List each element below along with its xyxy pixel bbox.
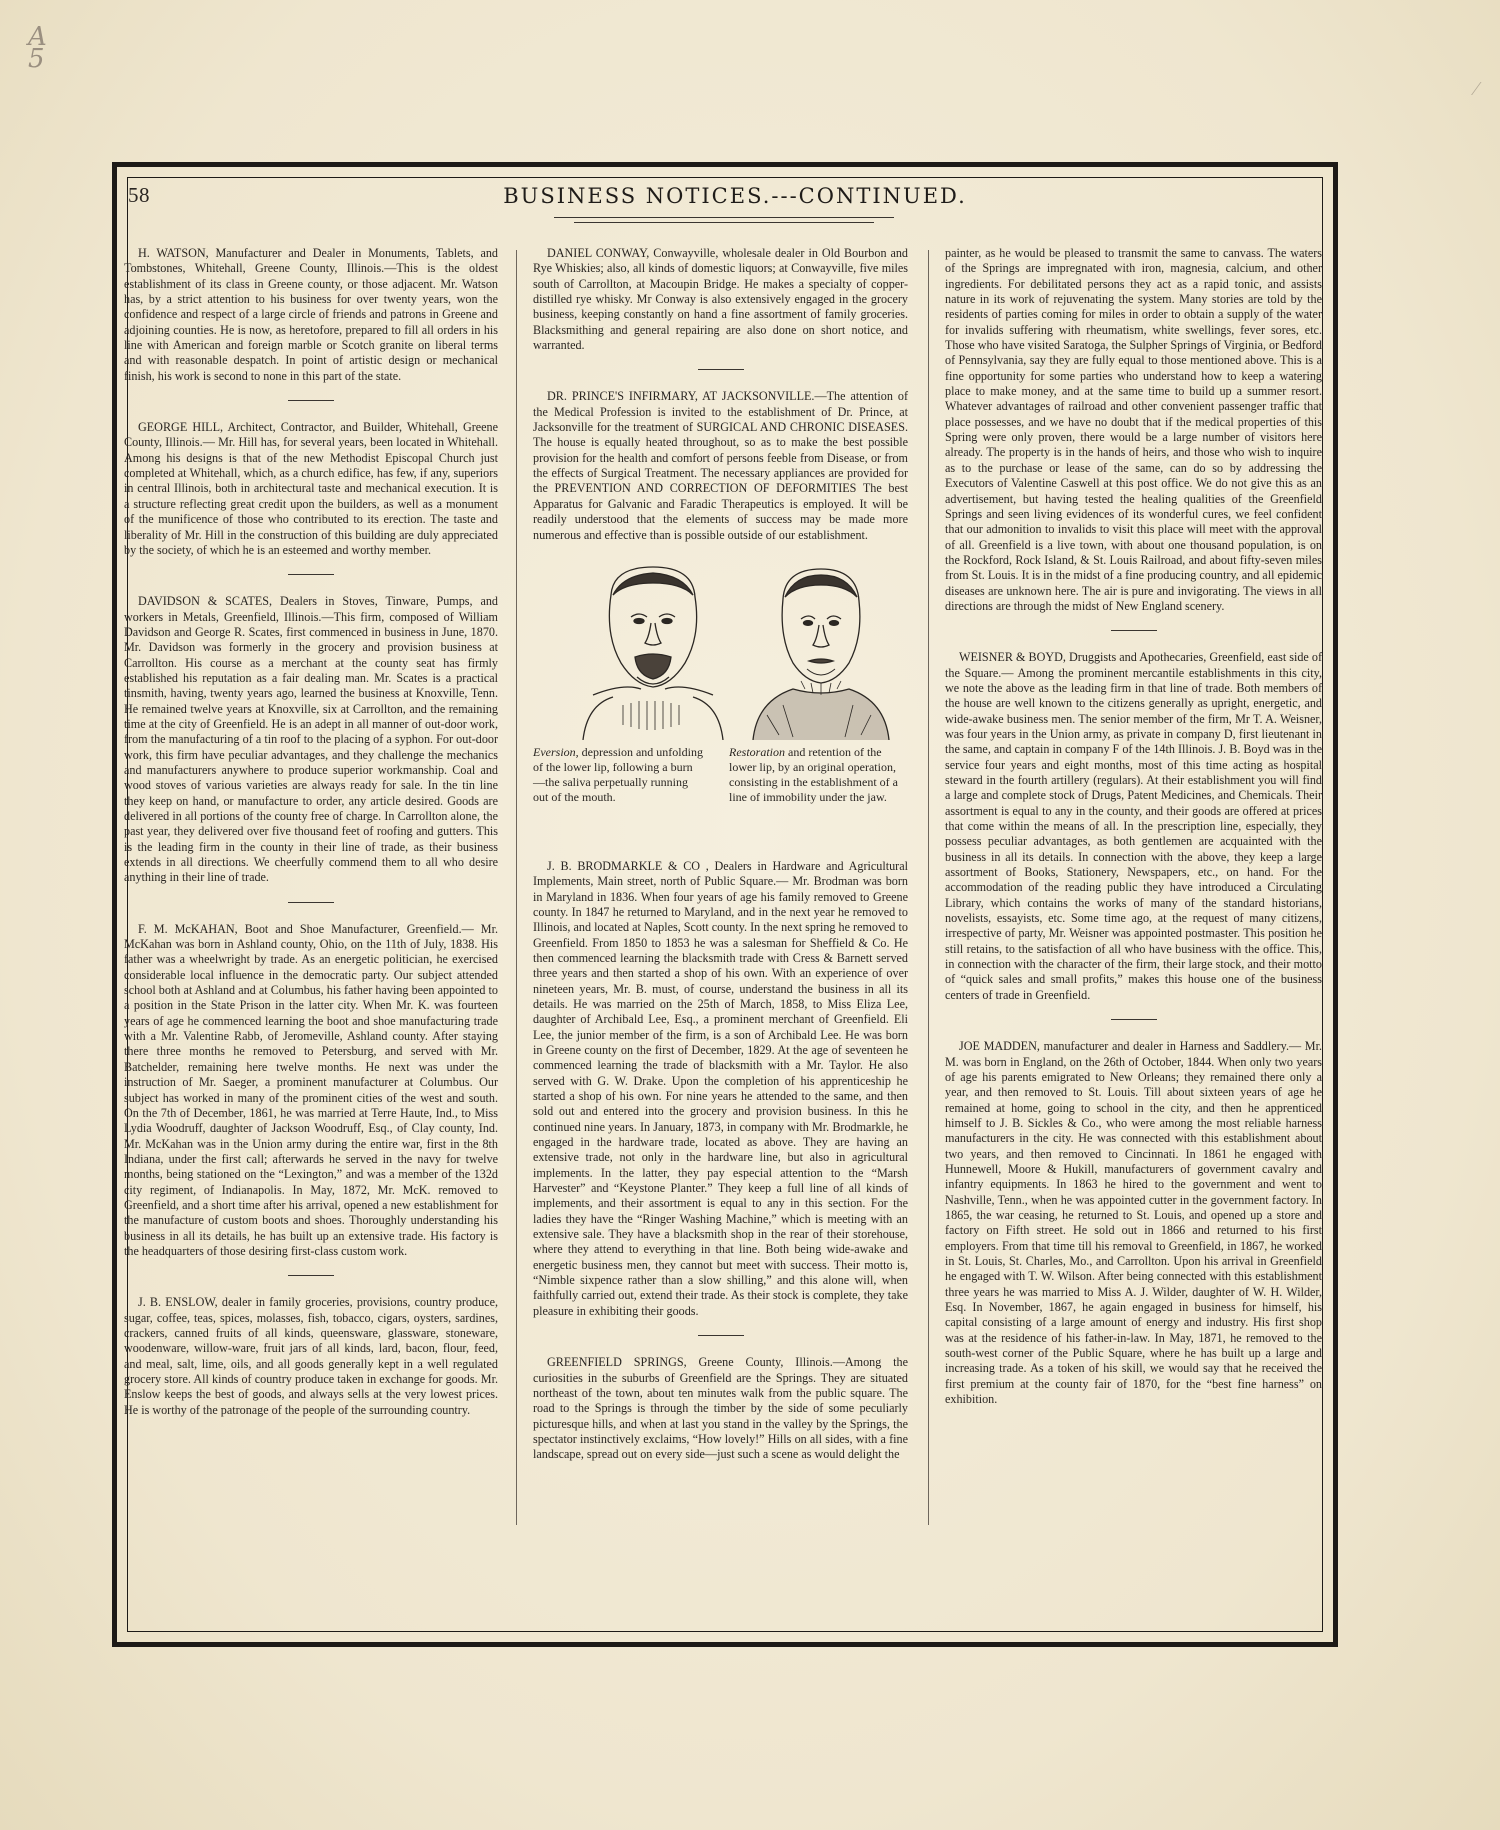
notice-greenfield-springs: GREENFIELD SPRINGS, Greene County, Illinois.—Among the curiosities in the suburbs of Greenfield are the Springs. They are situated northeast of the town, about ten minutes walk from the public square. The road to the Springs is through the timber by the side of some peculiarly picturesque hills, and when at last you stand in the valley by the Springs, the spectator instinctively exclaims, “How lovely!” Hills on all sides, with a fine landscape, spread out on every side—just such a scene as would delight the bbox=[533, 1355, 908, 1462]
notice-conway: DANIEL CONWAY, Conwayville, wholesale dealer in Old Bourbon and Rye Whiskies; also, all kinds of domestic liquors; at Conwayville, five miles south of Carrollton, at Macoupin Bridge. He makes a specialty of copper-distilled rye whisky. Mr Conway is also extensively engaged in the grocery business, keeping constantly on hand a fine assortment of family groceries. Blacksmithing and general repairing are also done on short notice, and warranted. bbox=[533, 246, 908, 353]
caption-eversion-term: Eversion, bbox=[533, 744, 579, 759]
column-3 bbox=[945, 246, 1322, 1407]
notice-brodmarkle: J. B. BRODMARKLE & CO , Dealers in Hardware and Agricultural Implements, Main street, north of Public Square.— Mr. Brodman was born in Maryland in 1836. When four years of age his family removed to Greene county. In 1847 he returned to Maryland, and in the next year he removed to Illinois, and located at Naples, Scott county. In the next spring he removed to Greenfield. From 1850 to 1853 he was a salesman for Sheffield & Co. He then commenced learning the blacksmith trade with Cress & Barnett served three years and then started a shop of his own. With an experience of over nineteen years, Mr. B. must, of course, understand the business in all its details. He was married on the 25th of March, 1858, to Miss Eliza Lee, daughter of Archibald Lee, Esq., a prominent merchant of Greenfield. Eli Lee, the junior member of the firm, is a son of Archibald Lee. He was born in Greene county on the first of December, 1829. At the age of seventeen he commenced learning the trade of blacksmith with a Mr. Taylor. He also served with G. W. Drake. Upon the completion of his apprenticeship he started a shop of his own. For nine years he attended to the same, and then sold out and entered into the grocery and provision business. In this he continued nine years. In January, 1873, in company with Mr. Brodmarkle, he engaged in the hardware trade, located as above. They are having an extensive trade, not only in the hardware line, but also in agricultural implements. In the latter, they pay especial attention to the “Marsh Harvester” and “Keystone Planter.” They keep a full line of all kinds of implements, and their assortment is equal to any in this section. For the ladies they have the “Ringer Washing Machine,” which is meeting with an extensive sale. They have a blacksmith shop in the rear of their storehouse, where they attend to everything in that line. Both being wide-awake and energetic business men, they cannot but meet with success. Their motto is, “Nimble sixpence rather than a slow shilling,” and this alone will, when faithfully carried out, extend their trade. As their stock is complete, they take pleasure in exhibiting their goods. bbox=[533, 858, 908, 1318]
caption-eversion bbox=[533, 745, 703, 805]
page-title: BUSINESS NOTICES.---CONTINUED. bbox=[503, 184, 967, 208]
face-engravings bbox=[553, 565, 893, 740]
separator bbox=[288, 902, 334, 903]
column-rule-right bbox=[928, 250, 929, 1525]
notice-davidson-scates: DAVIDSON & SCATES, Dealers in Stoves, Tinware, Pumps, and workers in Metals, Greenfield, Illinois.—This firm, composed of William Davidson and George R. Scates, first commenced in business in June, 1870. Mr. Davidson was formerly in the grocery and provision business at Carrollton. His course as a merchant at the county seat has firmly established his reputation as a fair dealing man. Mr. Scates is a practical tinsmith, having, twenty years ago, learned the business at Knoxville, Tenn. He remained twelve years at Knoxville, six at Carrollton, and the remaining time at the city of Greenfield. He is an adept in all manner of out-door work, from the manufacturing of a tin roof to the placing of a syphon. For out-door work, this firm have peculiar advantages, and they challenge the mechanics and manufacturers anywhere to produce superior workmanship. Coal and wood stoves of various varieties are always ready for sale. In the tin line they keep on hand, or manufacture to order, any article desired. Goods are delivered in all portions of the county free of charge. In Carrollton alone, the past year, they delivered over five thousand feet of roofing and gutters. This is the leading firm in the county in their line of trade, as their business extends in all directions. We cheerfully commend them to all who desire anything in their line of trade. bbox=[124, 594, 498, 885]
notice-madden: JOE MADDEN, manufacturer and dealer in Harness and Saddlery.— Mr. M. was born in England, on the 26th of October, 1844. When only two years of age his parents emigrated to New Orleans; they remained there only a year, and then removed to St. Louis. Till about sixteen years of age he remained at home, going to school in the city, and then he apprenticed himself to J. B. Sickles & Co., who were among the most reliable harness manufacturers in the city. He was connected with this establishment about two years, and then removed to Cincinnati. In 1861 he engaged with Hunnewell, Moore & Hukill, manufacturers of government cavalry and infantry equipments. In 1863 he hired to the government and went to Nashville, Tenn., when he was appointed cutter in the government factory. In 1865, the war ceasing, he returned to St. Louis, and opened up a store and factory on Fifth street. He sold out in 1866 and returned to his first employers. From that time till his removal to Greenfield, in 1867, he worked in St. Louis, St. Charles, Mo., and Carrollton. Upon his arrival in Greenfield he engaged with T. W. Wilson. After being connected with this establishment three years he was married to Miss A. J. Wilder, daughter of W. H. Wilder, Esq. In November, 1867, he again engaged in business for himself, his capital consisting of a large amount of energy and industry. His first shop was at the residence of his father-in-law. In May, 1871, he removed to the south-west corner of the Public Square, where he has built up a large and increasing trade. As a token of his skill, we would say that he received the first premium at the county fair of 1870, for the “best fine harness” on exhibition. bbox=[945, 1039, 1322, 1407]
notice-watson: H. WATSON, Manufacturer and Dealer in Monuments, Tablets, and Tombstones, Whitehall, Greene County, Illinois.—This is the oldest establishment of its class in Greene county, or those adjacent. Mr. Watson has, by a strict attention to his business for over twenty years, won the confidence and respect of a large circle of friends and patrons in Greene and adjoining counties. He is now, as heretofore, prepared to fill all orders in his line with American and foreign marble or Scotch granite on liberal terms and with reasonable despatch. In point of artistic design or mechanical finish, his work is second to none in this part of the state. bbox=[124, 246, 498, 383]
caption-restoration-text: and retention of the lower lip, by an original operation, consisting in the establishment of a line of immobility under the jaw. bbox=[729, 744, 898, 804]
separator bbox=[698, 369, 744, 370]
notice-hill: GEORGE HILL, Architect, Contractor, and Builder, Whitehall, Greene County, Illinois.— Mr. Hill has, for several years, been located in Whitehall. Among his designs is that of the new Methodist Episcopal Church just completed at Whitehall, which, as a church edifice, has few, if any, superiors in central Illinois, both in architectural taste and mechanical execution. It is a structure reflecting great credit upon the builders, as well as a monument of the munificence of those who contributed to its erection. The taste and liberality of Mr. Hill in the construction of this building are duly appreciated by the society, of which he is an esteemed and worthy member. bbox=[124, 420, 498, 557]
column-rule-left bbox=[516, 250, 517, 1525]
edge-mark: ⁄ bbox=[1474, 78, 1478, 100]
handwritten-note: A 5 bbox=[28, 22, 47, 74]
separator bbox=[1111, 1019, 1157, 1020]
separator bbox=[1111, 630, 1157, 631]
caption-eversion-text: depression and unfolding of the lower lip, following a burn—the saliva perpetually running out of the mouth. bbox=[533, 744, 703, 804]
notice-prince-infirmary: DR. PRINCE'S INFIRMARY, AT JACKSONVILLE.—The attention of the Medical Profession is invited to the establishment of Dr. Prince, at Jacksonville for the treatment of SURGICAL AND CHRONIC DISEASES. The house is equally heated throughout, so as to make the best possible provision for the health and comfort of persons feeble from Disease, or from the effects of Surgical Treatment. The necessary appliances are provided for the PREVENTION AND CORRECTION OF DEFORMITIES The best Apparatus for Galvanic and Faradic Therapeutics is employed. It will be readily understood that the elements of success may be made more numerous and effective than is possible outside of our establishment. bbox=[533, 389, 908, 542]
column-1 bbox=[124, 246, 498, 1418]
notice-enslow: J. B. ENSLOW, dealer in family groceries, provisions, country produce, sugar, coffee, teas, spices, molasses, fish, tobacco, cigars, oysters, sardines, crackers, canned fruits of all kinds, queensware, glassware, stoneware, woodenware, willow-ware, fruit jars of all kinds, lard, bacon, flour, feed, and meal, salt, lime, oils, and all goods generally kept in a well regulated grocery store. All kinds of country produce taken in exchange for goods. Mr. Enslow keeps the best of goods, and always sells at the very lowest prices. He is worthy of the patronage of the people of the surrounding country. bbox=[124, 1295, 498, 1417]
notice-greenfield-springs-continued: painter, as he would be pleased to transmit the same to canvass. The waters of the Springs are impregnated with iron, magnesia, calcium, and other ingredients. For debilitated persons they act as a rapid tonic, and assists nature in its work of rejuvenating the system. Many stories are told by the residents of parties coming for miles in order to obtain a supply of the water for invalids suffering with rheumatism, white swellings, fever sores, etc. Those who have visited Saratoga, the Sulpher Springs of Virginia, or Bedford of Pennsylvania, say they are fully equal to those mentioned above. This is a fine opportunity for some parties who understand how to keep a watering place to make money, and at the same time to build up a summer resort. Whatever advantages of railroad and other convenient passenger traffic that place possesses, and we have no doubt that if the medical properties of this Spring were only proven, there would be a large number of visitors here already. The property is in the hands of heirs, and those who wish to inquire as to the purchase or lease of the same, can do so by addressing the Executors of Valentine Caswell at this post office. We do not give this as an advertisement, but having tested the healing qualities of the Greenfield Springs and seen living evidences of its wonderful cures, we feel confident that our admonition to invalids to visit this place will meet with the approval of all. Greenfield is a live town, with about one thousand population, is on the Rockford, Rock Island, & St. Louis Railroad, and about fifty-seven miles from St. Louis. It is in the midst of a fine producing country, and all epidemic diseases are unknown here. The air is pure and invigorating. The views in all directions are through the midst of New England scenery. bbox=[945, 246, 1322, 613]
separator bbox=[288, 574, 334, 575]
separator bbox=[288, 1275, 334, 1276]
notice-mckahan: F. M. McKAHAN, Boot and Shoe Manufacturer, Greenfield.— Mr. McKahan was born in Ashland county, Ohio, on the 11th of July, 1838. His father was a wheelwright by trade. As an energetic politician, he exercised considerable local influence in the democratic party. Our subject attended school both at Ashland and at Columbus, his father having been appointed to a position in the State Prison in the latter city. When Mr. K. was fourteen years of age he commenced learning the boot and shoe manufacturing trade with a Mr. Valentine Rabb, of Jeromeville, Ashland county. After staying there three months he removed to Petersburg, and served with Mr. Batchelder, remaining here twelve months. He next was under the instruction of Mr. Saeger, a prominent manufacturer at Columbus. Our subject has worked in many of the prominent cities of the west and south. On the 7th of December, 1861, he was married at Terre Haute, Ind., to Miss Lydia Woodruff, daughter of Jackson Woodruff, Esq., of Clay county, Ind. Mr. McKahan was in the Union army during the entire war, first in the 8th Indiana, under the first call; afterwards he served in the navy for twelve months, being stationed on the “Lexington,” and was a member of the 132d city regiment, of Indianapolis. In May, 1872, Mr. McK. removed to Greenfield, and a short time after his arrival, opened a new establishment for the manufacture of custom boots and shoes. Thoroughly understanding his business in all its details, he has built up an extensive trade. His factory is the headquarters of those desiring first-class custom work. bbox=[124, 921, 498, 1258]
caption-restoration-term: Restoration bbox=[729, 744, 785, 759]
separator bbox=[288, 400, 334, 401]
page-number: 58 bbox=[128, 183, 150, 207]
title-rule-bottom bbox=[574, 222, 874, 223]
face-eversion bbox=[583, 567, 723, 740]
notice-weisner-boyd: WEISNER & BOYD, Druggists and Apothecaries, Greenfield, east side of the Square.— Among the prominent mercantile establishments in this city, we note the above as the leading firm in that line of trade. Both members of the house are well known to the citizens generally as upright, energetic, and wide-awake business men. The senior member of the firm, Mr T. A. Weisner, was four years in the Union army, as private in company D, first lieutenant in the same, and captain in company F of the 14th Illinois. J. B. Boyd was in the service four years and eight months, most of this time acting as hospital steward in the fourth artillery (regulars). At their establishment you will find a large and complete stock of Drugs, Patent Medicines, and Chemicals. Their assortment is equal to any in the county, and their goods are offered at prices that come within the means of all. In the prescription line, especially, they possess peculiar advantages, as both gentlemen are acquainted with the business in all its details. In connection with the above, they keep a large assortment of Books, Stationery, Newspapers, etc., on hand. For the accommodation of the reading public they have introduced a Circulating Library, which contains the works of many of the standard historians, novelists, essayists, etc. Some time ago, at the request of many citizens, irrespective of party, Mr. Weisner was appointed postmaster. This position he still retains, to the satisfaction of all who have business with the office. This, in connection with the character of the firm, their large stock, and their motto of “quick sales and small profits,” makes this house one of the business centers of trade in Greenfield. bbox=[945, 650, 1322, 1002]
caption-restoration bbox=[729, 745, 899, 805]
title-rule-top bbox=[554, 217, 894, 218]
face-restoration bbox=[753, 569, 889, 740]
separator bbox=[698, 1335, 744, 1336]
medical-illustration bbox=[533, 565, 908, 841]
column-2 bbox=[533, 246, 908, 1463]
